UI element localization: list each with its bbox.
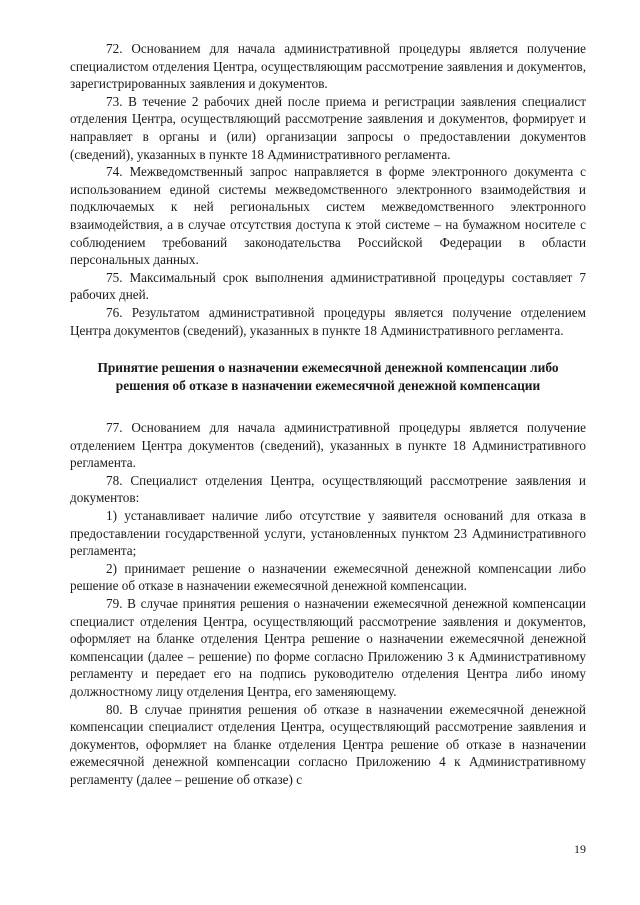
paragraph-80: 80. В случае принятия решения об отказе в назначении ежемесячной денежной компенсации специалист отделения Центра, осуществляющий рассмотрение заявления и документов, оформляет на бланке отделения Центра решение об отказе в назначении ежемесячной денежной компенсации согласно Приложению 4 к Административному регламенту (далее – решение об отказе) с <box>70 701 586 787</box>
paragraph-74: 74. Межведомственный запрос направляется в форме электронного документа с использованием единой системы межведомственного электронного взаимодействия и подключаемых к ней региональных систем межведомственного электронного взаимодействия, а в случае отсутствия доступа к этой системе – на бумажном носителе с соблюдением требований законодательства Российской Федерации в области персональных данных. <box>70 164 586 268</box>
paragraph-76: 76. Результатом административной процедуры является получение отделением Центра документов (сведений), указанных в пункте 18 Административного регламента. <box>70 304 586 338</box>
paragraph-72: 72. Основанием для начала административной процедуры является получение специалистом отделения Центра, осуществляющим рассмотрение заявления и документов, зарегистрированных заявления и документов. <box>70 41 586 92</box>
section-heading: Принятие решения о назначении ежемесячной денежной компенсации либо решения об отказе в назначении ежемесячной денежной компенсации <box>97 360 559 394</box>
paragraph-73: 73. В течение 2 рабочих дней после приема и регистрации заявления специалист отделения Центра, осуществляющий рассмотрение заявления и документов, формирует и направляет в органы и (или) организации запросы о предоставлении документов (сведений), указанных в пункте 18 Административного регламента. <box>70 93 586 162</box>
list-item-2: 2) принимает решение о назначении ежемесячной денежной компенсации либо решение об отказе в назначении ежемесячной денежной компенсации. <box>70 560 586 594</box>
paragraph-75: 75. Максимальный срок выполнения административной процедуры составляет 7 рабочих дней. <box>70 269 586 303</box>
paragraph-77: 77. Основанием для начала административной процедуры является получение отделением Центра документов (сведений), указанных в пункте 18 Административного регламента. <box>70 420 586 471</box>
page-number: 19 <box>574 842 586 856</box>
paragraph-79: 79. В случае принятия решения о назначении ежемесячной денежной компенсации специалист отделения Центра, осуществляющий рассмотрение заявления и документов, оформляет на бланке отделения Центра решение о назначении ежемесячной денежной компенсации (далее – решение) по форме согласно Приложению 3 к Административному регламенту и передает его на подпись руководителю отделения Центра либо иному должностному лицу отделения Центра, его заменяющему. <box>70 596 586 699</box>
list-item-1: 1) устанавливает наличие либо отсутствие у заявителя оснований для отказа в предоставлении государственной услуги, установленных пунктом 23 Административного регламента; <box>70 508 586 559</box>
paragraph-78: 78. Специалист отделения Центра, осуществляющий рассмотрение заявления и документов: <box>70 472 586 506</box>
